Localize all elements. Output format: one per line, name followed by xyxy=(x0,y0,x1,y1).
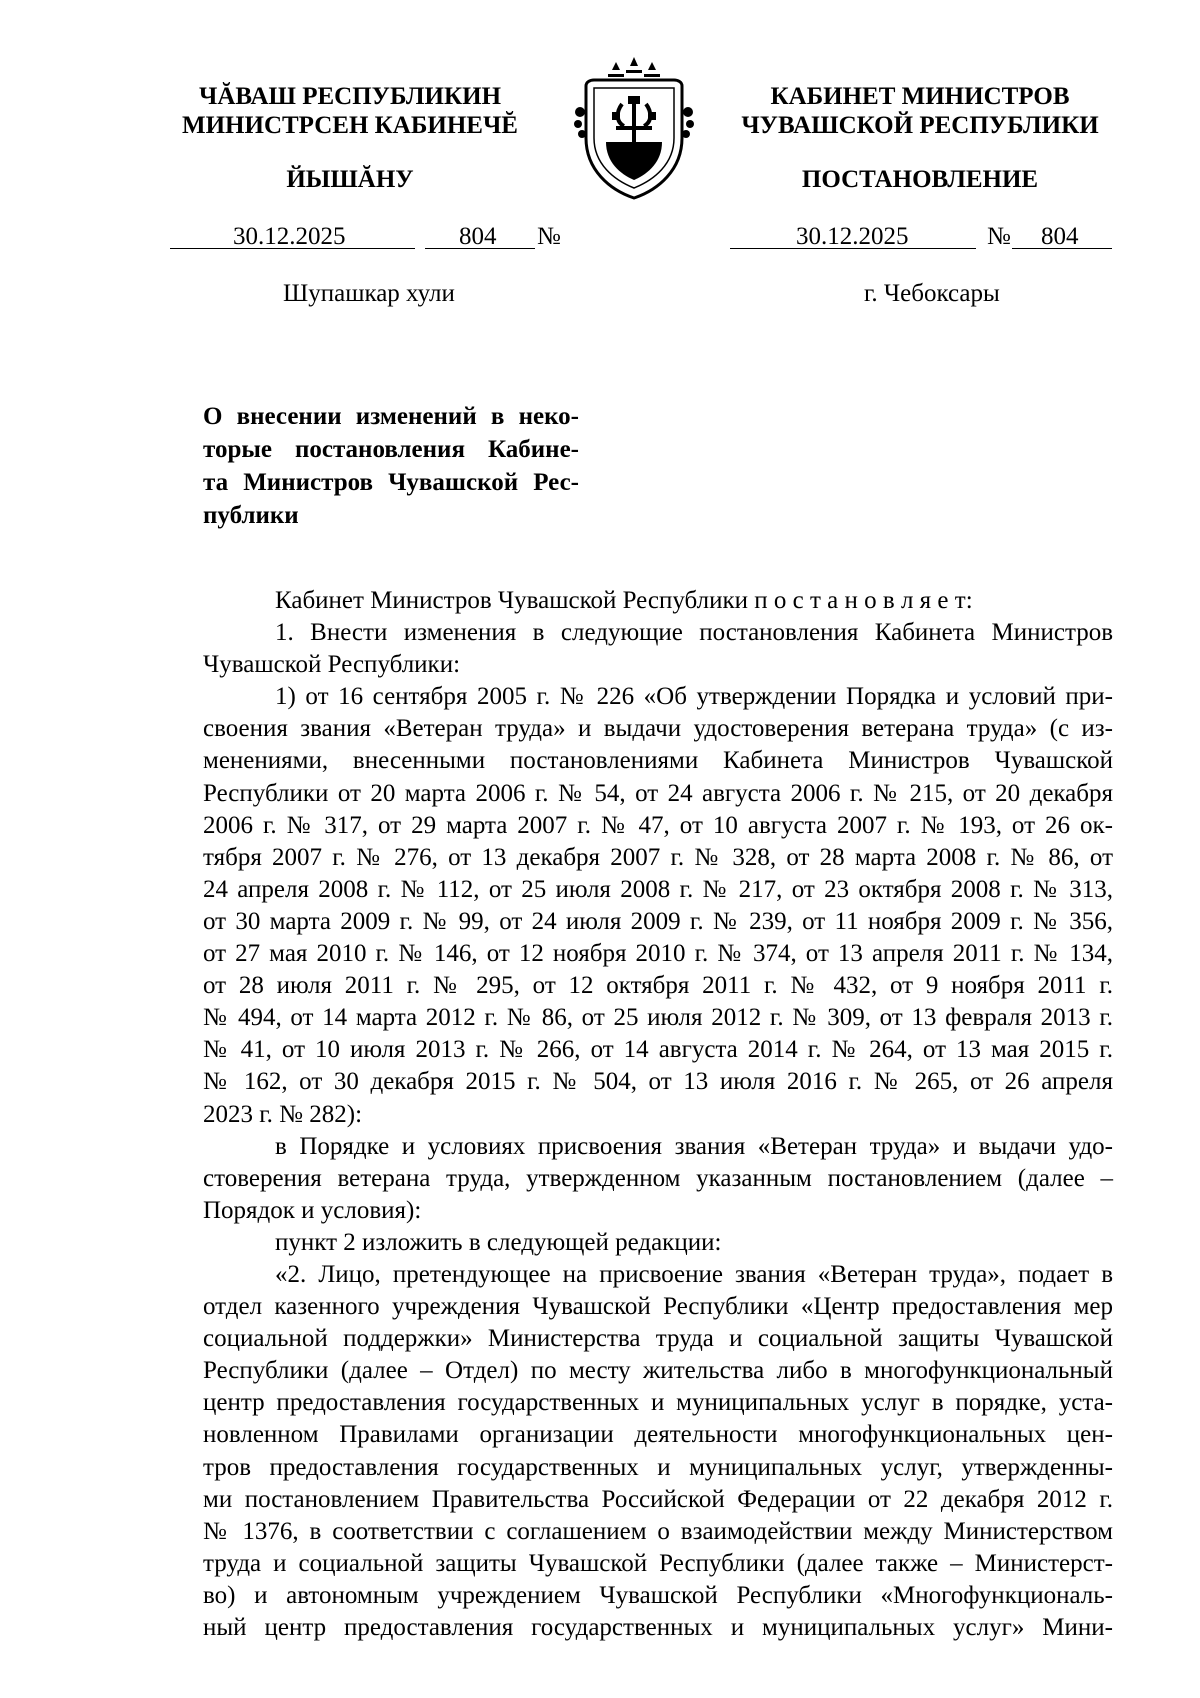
document-title-line: О внесении изменений в неко- xyxy=(203,403,579,430)
body-line: от 27 мая 2010 г. № 146, от 12 ноября 2010 г. № 374, от 13 апреля 2011 г. № 134, xyxy=(203,940,1113,968)
document-title-line: публики xyxy=(203,502,299,529)
body-line: 24 апреля 2008 г. № 112, от 25 июля 2008 г. № 217, от 23 октября 2008 г. № 313, xyxy=(203,875,1113,903)
header-left-org xyxy=(160,82,540,140)
body-line: Республики от 20 марта 2006 г. № 54, от 24 августа 2006 г. № 215, от 20 декабря xyxy=(203,779,1113,807)
body-line: 1) от 16 сентября 2005 г. № 226 «Об утверждении Порядка и условий при- xyxy=(275,683,1113,711)
body-line: № 41, от 10 июля 2013 г. № 266, от 14 августа 2014 г. № 264, от 13 мая 2015 г. xyxy=(203,1036,1113,1064)
body-line: ми постановлением Правительства Российской Федерации от 22 декабря 2012 г. xyxy=(203,1485,1113,1513)
body-line: от 30 марта 2009 г. № 99, от 24 июля 2009 г. № 239, от 11 ноября 2009 г. № 356, xyxy=(203,907,1113,935)
document-title-line: торые постановления Кабине- xyxy=(203,436,579,463)
body-line: 2006 г. № 317, от 29 марта 2007 г. № 47, от 10 августа 2007 г. № 193, от 26 ок- xyxy=(203,811,1113,839)
body-line: стоверения ветерана труда, утвержденном указанным постановлением (далее – xyxy=(203,1164,1113,1192)
header-left-number: 804 xyxy=(459,223,497,250)
body-line: № 162, от 30 декабря 2015 г. № 504, от 13 июля 2016 г. № 265, от 26 апреля xyxy=(203,1068,1113,1096)
body-line: отдел казенного учреждения Чувашской Республики «Центр предоставления мер xyxy=(203,1293,1113,1321)
body-line: ный центр предоставления государственных и муниципальных услуг» Мини- xyxy=(203,1614,1113,1641)
header-left-doc-type: ЙЫШĂНУ xyxy=(286,166,414,193)
header-left-org-line1: ЧĂВАШ РЕСПУБЛИКИН xyxy=(198,83,502,110)
header-right-org-line1: КАБИНЕТ МИНИСТРОВ xyxy=(770,83,1070,110)
document-title xyxy=(203,400,579,532)
header-right-doc-type: ПОСТАНОВЛЕНИЕ xyxy=(801,166,1039,193)
body-line: Чувашской Республики: xyxy=(203,651,461,679)
body-line: «2. Лицо, претендующее на присвоение звания «Ветеран труда», подает в xyxy=(275,1260,1113,1288)
header-right-city: г. Чебоксары xyxy=(864,280,1000,307)
body-line: тября 2007 г. № 276, от 13 декабря 2007 г. № 328, от 28 марта 2008 г. № 86, от xyxy=(203,843,1113,871)
header-left-city: Шупашкар хули xyxy=(283,280,455,307)
body-line: Порядок и условия): xyxy=(203,1196,422,1224)
body-line: № 1376, в соответствии с соглашением о взаимодействии между Министерством xyxy=(203,1517,1113,1545)
document-body xyxy=(203,585,1113,1644)
body-line: от 28 июля 2011 г. № 295, от 12 октября 2011 г. № 432, от 9 ноября 2011 г. xyxy=(203,972,1113,1000)
body-line: менениями, внесенными постановлениями Кабинета Министров Чувашской xyxy=(203,747,1113,775)
body-line: своения звания «Ветеран труда» и выдачи удостоверения ветерана труда» (с из- xyxy=(203,715,1113,743)
body-line: труда и социальной защиты Чувашской Республики (далее также – Министерст- xyxy=(203,1549,1113,1577)
body-line: во) и автономным учреждением Чувашской Республики «Многофункциональ- xyxy=(203,1581,1113,1609)
header-right-number: 804 xyxy=(1041,223,1079,250)
body-line: 1. Внести изменения в следующие постановления Кабинета Министров xyxy=(275,619,1113,647)
body-line: Республики (далее – Отдел) по месту жительства либо в многофункциональный xyxy=(203,1357,1113,1385)
body-line: центр предоставления государственных и муниципальных услуг в порядке, уста- xyxy=(203,1389,1113,1417)
coat-of-arms-emblem-icon xyxy=(572,52,696,200)
header-left-date: 30.12.2025 xyxy=(233,223,346,250)
header-left-number-sign: № xyxy=(537,223,561,250)
header-left-org-line2: МИНИСТРСЕН КАБИНЕЧĔ xyxy=(182,112,518,139)
header-right-number-sign: № xyxy=(987,223,1011,250)
header-right-date: 30.12.2025 xyxy=(796,223,909,250)
body-line: в Порядке и условиях присвоения звания «Ветеран труда» и выдачи удо- xyxy=(275,1132,1113,1160)
body-line: № 494, от 14 марта 2012 г. № 86, от 25 июля 2012 г. № 309, от 13 февраля 2013 г. xyxy=(203,1004,1113,1032)
body-line: новленном Правилами организации деятельности многофункциональных цен- xyxy=(203,1421,1113,1449)
body-line: Кабинет Министров Чувашской Республики п о с т а н о в л я е т: xyxy=(275,587,973,614)
header-right-org-line2: ЧУВАШСКОЙ РЕСПУБЛИКИ xyxy=(741,112,1099,139)
document-title-line: та Министров Чувашской Рес- xyxy=(203,469,579,496)
header-right-org xyxy=(720,82,1120,140)
body-line: социальной поддержки» Министерства труда и социальной защиты Чувашской xyxy=(203,1325,1113,1353)
body-line: тров предоставления государственных и муниципальных услуг, утвержденны- xyxy=(203,1453,1113,1481)
body-line: 2023 г. № 282): xyxy=(203,1100,363,1128)
body-line: пункт 2 изложить в следующей редакции: xyxy=(275,1228,722,1256)
